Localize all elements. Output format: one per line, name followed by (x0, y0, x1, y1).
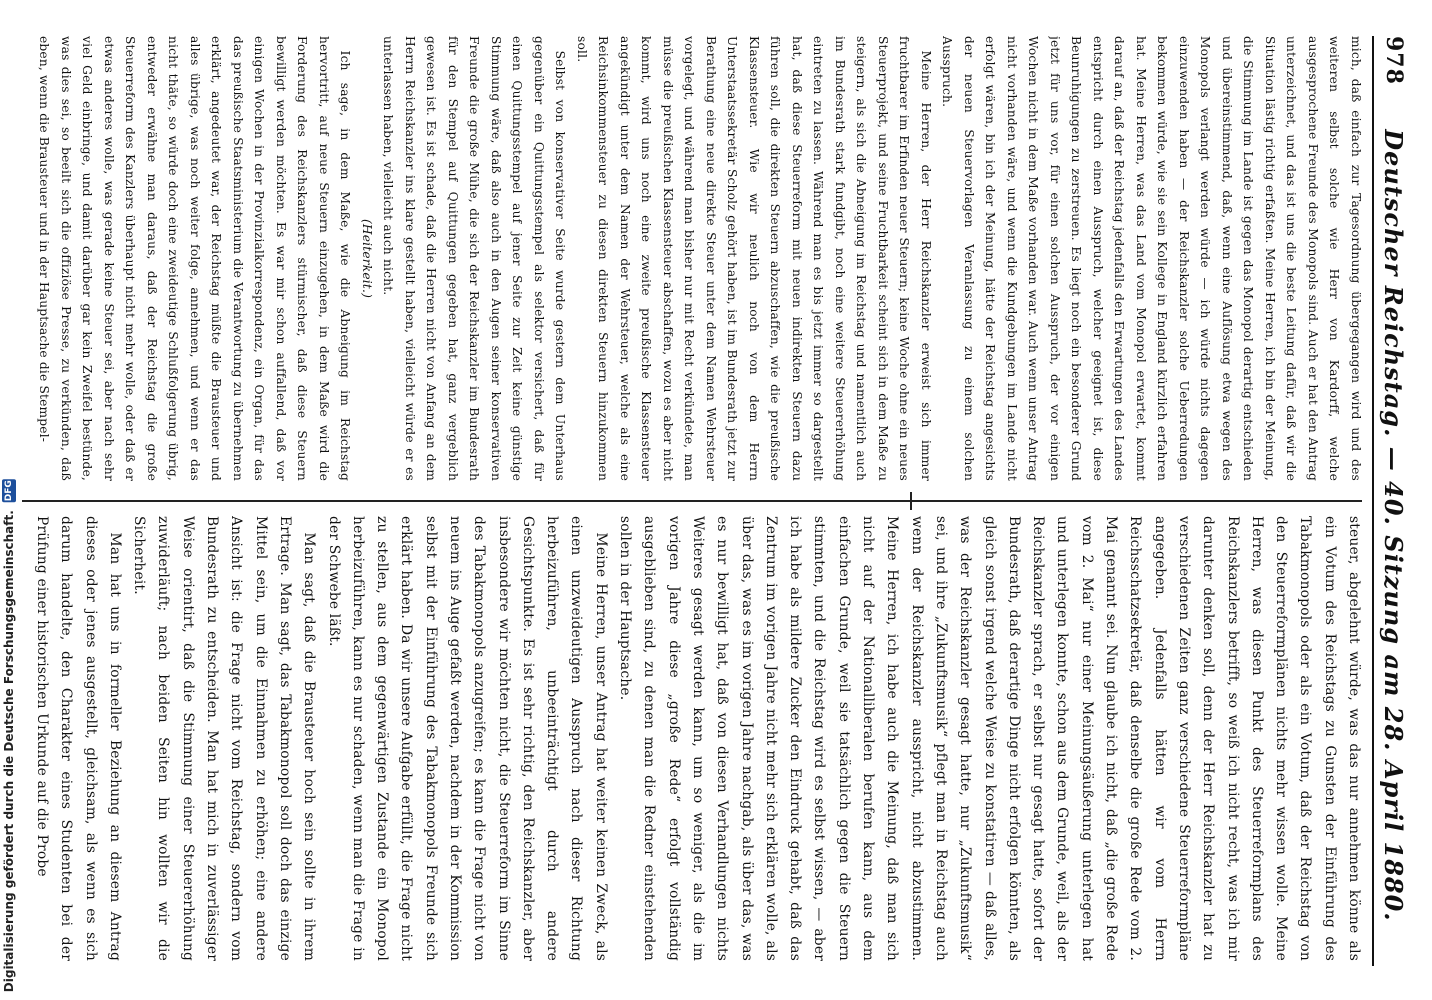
dfg-logo-icon: DFG (4, 479, 14, 501)
left-paragraph-2: Meine Herren, der Herr Reichskanzler erweist sich immer fruchtbarer im Erfinden neuer Steuern; keine Woche ohne ein neues Steuerprojekt, und seine Fruchtbarkeit scheint sich in dem Maße zu steigern, als sich die Abneigung im Reichstag und namentlich auch im Bundesrath stark fundgibt, noch eine weitere Steuererhöhung eintreten zu lassen. Während man es bis jetzt immer so dargestellt hat, daß diese Steuerreform mit neuen indirekten Steuern dazu führen soll, die direkten Steuern abzuschaffen, wie die preußische Klassensteuer. Wie wir neulich noch von dem Herrn Unterstaatssekretär Scholz gehört haben, ist im Bundesrath jetzt zur Berathung eine neue direkte Steuer unter dem Namen Wehrsteuer vorgelegt, und während man bisher nur mit Recht verkündete, man müsse die preußischen Klassensteuer abschaffen, wozu es aber nicht kommt, wird uns noch eine zweite preußische Klassensteuer angekündigt unter dem Namen der Wehrsteuer, welche als eine Reichsinkommensteuer zu diesen direkten Steuern hinzukommen soll. (575, 36, 933, 481)
page-header (1372, 36, 1414, 966)
right-paragraph-2: Meine Herren, unser Antrag hat weiter keinen Zweck, als einen unzweideutigen Ausspruch nach dieser Richtung herbeizuführen, unbeeinträchtigt durch andere Gesichtspunkte. Es ist sehr richtig, den Reichskanzler, aber insbesondere wir möchten nicht, die Steuerreform im Sinne des Tabakmonopols anzugreifen; es kann die Frage nicht von neuem ins Auge gefaßt werden, nachdem in der Kommission selbst mit der Einführung des Tabakmonopols Freunde sich erklärt haben. Da wir unsere Aufgabe erfüllt, die Frage nicht zu stellen, aus dem gegenwärtigen Zustande ein Monopol herbeizuführen, kann es nur schaden, wenn man die Frage in der Schwebe läßt. (325, 516, 609, 961)
divider-mark (910, 492, 912, 510)
left-continuation: (Heiterkeit.) (360, 218, 374, 299)
right-paragraph-3: Man sagt, daß die Brausteuer hoch sein sollte in ihrem Ertrage. Man sagt, das Tabakmonopol soll doch das einzige Mittel sein, um die Einnahmen zu erhöhen; eine andere Ansicht ist: die Frage nicht vom Reichstag, sondern vom Bundesrath zu entscheiden. Man hat mich in zuverlässiger Weise orientirt, daß die Stimmung einer Steuererhöhung zuwiderläuft; nach beiden Seiten hin wollten wir die Sicherheit. (131, 516, 318, 961)
left-paragraph-1: mich, daß einfach zur Tagesordnung übergegangen wird und des weiteren selbst solche wie Herr von Kardorff, welche ausgesprochene Freunde des Monopols sind. Auch er hat den Antrag unterzeichnet, und das ist uns die beste Leitung dafür, daß wir die Situation lästig richtig erfaßten. Meine Herren, ich bin der Meinung, die Stimmung im Lande ist gegen das Monopol derartig entschieden und übereinstimmend, daß, wenn eine Auflösung etwa wegen des Monopols verlangt werden würde — ich würde nichts dagegen einzuwenden haben — der Reichskanzler solche Ueberredungen bekommen würde, wie sie sein Kollege in England kürzlich erfahren hat. Meine Herren, was das Land vom Monopol erwartet, kommt darauf an, daß der Reichstag jedenfalls den Erwartungen des Landes entspricht durch einen Ausspruch, welcher geeignet ist, diese Beunruhigungen zu zerstreuen. Es liegt noch ein besonderer Grund jetzt für uns vor, für einen solchen Ausspruch, der vor einigen Wochen nicht in dem Maße vorhanden war. Auch wenn unser Antrag nicht vorhanden wäre, und wenn die Kundgebungen im Lande nicht erfolgt wären, bin ich der Meinung, hätte der Reichstag angesichts der neuen Steuervorlagen Veranlassung zu einem solchen Ausspruch. (940, 36, 1363, 481)
left-paragraph-3: Selbst von konservativer Seite wurde gestern dem Unterhaus gegenüber ein Quittungsstempel als selektor versichert, daß für einen Quittungsstempel auf jener Seite zur Zeit keine günstige Stimmung wäre, daß also auch in den Augen seiner konservativen Freunde die große Mühe, die sich der Reichskanzler im Bundesrath für den Stempel auf Quittungen gegeben hat, ganz vergeblich gewesen ist. Es ist schade, daß die Herren nicht von Anfang an dem Herrn Reichskanzler ins klare gestellt haben, vielleicht würde er es unterlassen haben, vielleicht auch nicht. (381, 36, 568, 481)
page-number: 978 (1381, 36, 1407, 85)
right-column (16, 516, 1366, 961)
page-title: Deutscher Reichstag. — 40. Sitzung am 28. April 1880. (1379, 129, 1409, 922)
right-paragraph-1: steuer, abgelehnt würde, was das nur annehmen könne als ein Votum des Reichstags zu Gunsten der Einführung des Tabakmonopols oder als ein Votum, daß der Reichstag von den Steuerreformplänen nichts mehr wissen wolle. Meine Herren, was diesen Punkt des Steuerreformplans des Reichskanzlers betrifft, so weiß ich nicht recht, was ich mir darunter denken soll, denn der Herr Reichskanzler hat zu verschiedenen Zeiten ganz verschiedene Steuerreformpläne angegeben. Jedenfalls hätten wir vom Herrn Reichsschatzsekretär, daß denselbe die große Rede vom 2. Mai genannt sei. Nun glaube ich nicht, daß „die große Rede vom 2. Mai“ nur einer Meinungsäußerung unterlegen hat und unterlegen konnte, schon aus dem Grunde, weil, als der Reichskanzler sprach, er selbst nur gesagt hatte, sofort der Bundesrath, daß derartige Dinge nicht erfolgen könnten, als gleich sonst irgend welche Weise zu konstatiren — daß alles, was der Reichskanzler gesagt hatte, nur „Zukunftsmusik“ sei, und ihre „Zukunftsmusik“ pflegt man in Reichstag auch wenn der Reichskanzler ausspricht, nicht abzustimmen. Meine Herren, ich habe auch die Meinung, daß man sich nicht auf der Nationalliberalen berufen kann, aus dem einfachen Grunde, weil sie tatsächlich gegen die Steuern stimmten, und die Reichstag wird es selbst wissen, — aber ich habe als mildere Zucker den Eindruck gehabt, daß das Zentrum im vorigen Jahre nicht mehr sich erklären wolle, als über das, was es im vorigen Jahre nachgab, als über das, was es nur bewilligt hat, daß von diesen Verhandlungen nichts Weiteres gesagt werden kann, um so weniger, als die im vorigen Jahre diese „große Rede“ erfolgt vollständig ausgeblieben sind, zu denen man die Redner einstehenden sollen in der Hauptsache. (617, 516, 1362, 961)
column-divider (22, 500, 1362, 502)
dfg-note-text: Digitalisierung gefördert durch die Deutsche Forschungsgemeinschaft. (2, 509, 16, 992)
left-paragraph-final: Ich sage, in dem Maße, wie die Abneigung im Reichstag hervortritt, auf neue Steuern einzugehen, in dem Maße wird die Forderung des Reichskanzlers stürmischer, daß diese Steuern bewilligt werden möchten. Es war mir schon auffallend, daß vor einigen Wochen in der Provinzialkorrespondenz, ein Organ, für das das preußische Staatsministerium die Verantwortung zu übernehmen erklärt, angedeutet war, der Reichstag müßte die Brausteuer und alles übrige, was noch weiter folge, annehmen, und wenn er das nicht thäte, so würde doch eine zweideutige Schlußfolgerung übrig, entweder erwähne man daraus, daß der Reichstag die große Steuerreform des Kanzlers überhaupt nicht mehr wolle, oder daß er etwas anderes wolle, was gerade keine Steuer sei, aber nach sehr viel Geld einbringe, und damit darüber gar kein Zweifel bestünde, was dies sei, so beeilt sich die offiziöse Presse, zu verkünden, daß eben, wenn die Brausteuer und in der Hauptsache die Stempel- (37, 36, 353, 481)
right-paragraph-4: Man hat uns in formeller Beziehung an diesem Antrag dieses oder jenes ausgestellt, gleichsam, als wenn es sich darum handelte, den Charakter eines Studenten bei der Prüfung einer historischen Urkunde auf die Probe (33, 516, 123, 961)
left-column (16, 36, 1366, 481)
